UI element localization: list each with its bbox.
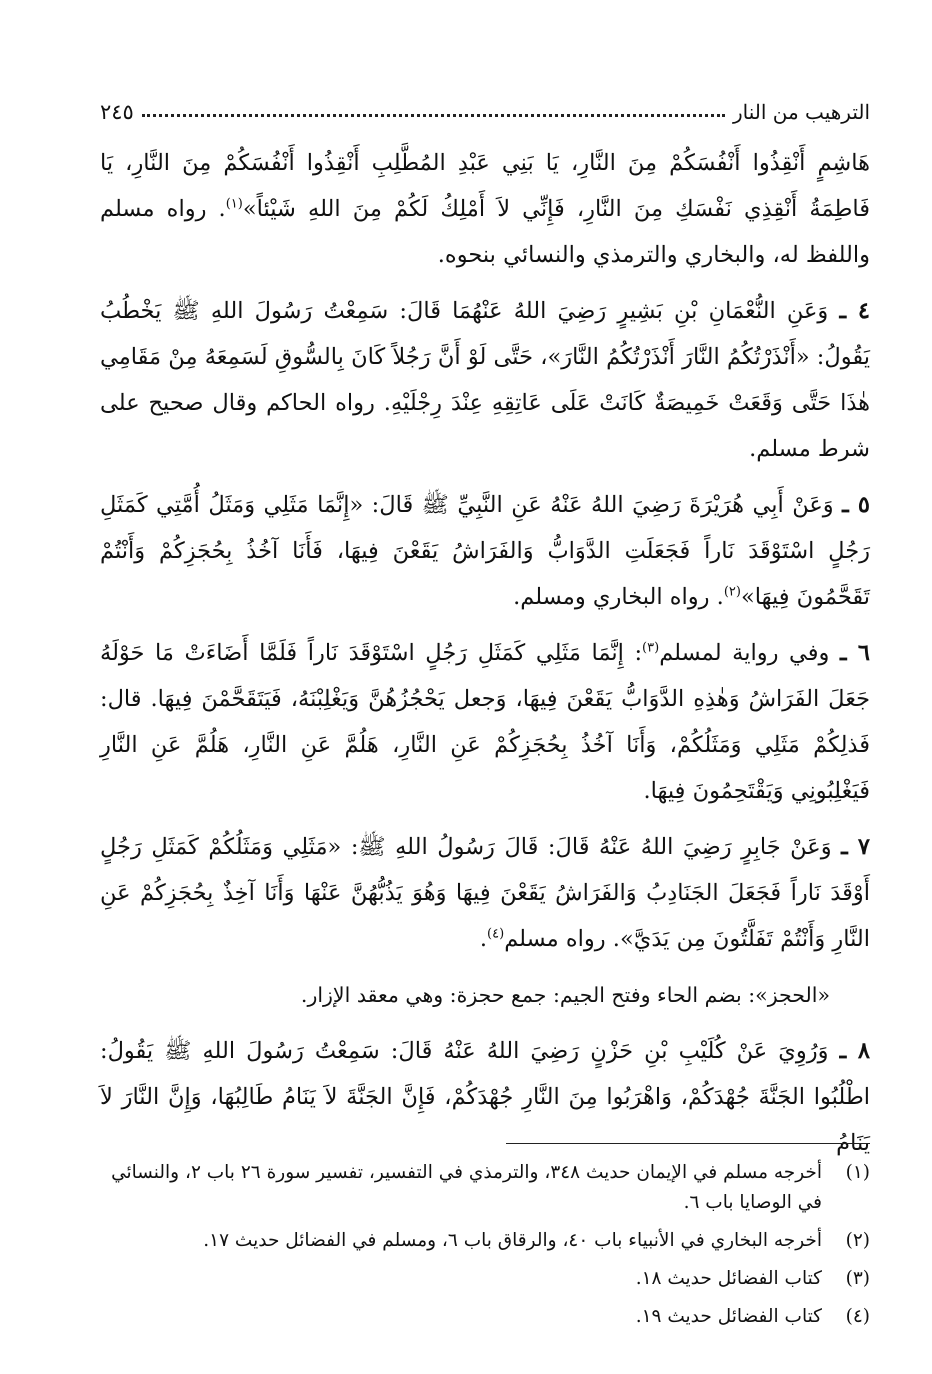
page-number: ٢٤٥ xyxy=(100,100,134,124)
footnote-ref: (١) xyxy=(225,196,243,212)
paragraph-source: . رواه مسلم واللفظ له، والبخاري والترمذي والنسائي بنحوه. xyxy=(100,196,870,268)
definition-note: «الحجز»: بضم الحاء وفتح الجيم: جمع حجزة: وهي معقد الإزار. xyxy=(300,983,830,1007)
footnote-text: كتاب الفضائل حديث ١٨. xyxy=(635,1268,822,1289)
paragraph xyxy=(100,288,870,472)
footnote-separator xyxy=(506,1143,870,1144)
footnote-text: أخرجه البخاري في الأنبياء باب ٤٠، والرقاق باب ٦، ومسلم في الفضائل حديث ١٧. xyxy=(203,1230,822,1251)
paragraph-number: ٤ ـ xyxy=(839,298,870,324)
footnote-ref: (٢) xyxy=(723,584,741,600)
paragraph-continuation: : إِنَّمَا مَثَلِي كَمَثَلِ رَجُلٍ اسْتَوْقَدَ نَاراً فَلَمَّا أَضَاءَتْ مَا حَوْلَهُ جَعَلَ الفَرَاشُ وَهٰذِهِ الدَّوَابُّ يَقَعْنَ فِيهَا، وَجعل يَحْجُزُهُنَّ وَيَغْلِبْنَهُ، فَيَتَقَحَّمْنَ فِيهَا. قال: فَذلِكُمْ مَثَلِي وَمَثَلُكُمْ، وَأَنَا آخُذُ بِحُجَزِكُمْ عَنِ النَّارِ، هَلُمَّ عَنِ النَّارِ، هَلُمَّ عَنِ النَّارِ فَيَغْلِبُونِي وَيَقْتَحِمُونَ فِيهَا. xyxy=(100,640,870,804)
main-text xyxy=(100,140,870,1176)
paragraph-source: . xyxy=(479,926,488,952)
footnote xyxy=(100,1226,870,1256)
footnote xyxy=(100,1302,870,1332)
footnote-number: (٢) xyxy=(845,1230,870,1251)
chapter-title: الترهيب من النار xyxy=(732,100,870,124)
footnote-number: (٤) xyxy=(845,1306,870,1327)
paragraph-text: وفي رواية لمسلم xyxy=(659,640,830,666)
footnote-text: أخرجه مسلم في الإيمان حديث ٣٤٨، والترمذي في التفسير، تفسير سورة ٢٦ باب ٢، والنسائي في الوصايا باب ٦. xyxy=(111,1162,822,1213)
footnote xyxy=(100,1158,870,1218)
header-leader-dots xyxy=(142,114,725,117)
paragraph-text: هَاشِمٍ أَنْقِذُوا أَنْفُسَكُمْ مِنَ النَّارِ، يَا بَنِي عَبْدِ المُطَّلِبِ أَنْقِذُوا أَنْفُسَكُمْ مِنَ النَّارِ، يَا فَاطِمَةُ أَنْقِذِي نَفْسَكِ مِنَ النَّارِ، فَإِنِّي لاَ أَمْلِكُ لَكُمْ مِنَ اللهِ شَيْئاً» xyxy=(100,150,870,222)
paragraph-number: ٥ ـ xyxy=(842,492,870,518)
paragraph xyxy=(100,140,870,278)
paragraph-text: وَعَنْ جَابِرٍ رَضِيَ اللهُ عَنْهُ قَالَ: قَالَ رَسُولُ اللهِ ﷺ: «مَثَلِي وَمَثَلُكُمْ كَمَثَلِ رَجُلٍ أَوْقَدَ نَاراً فَجَعَلَ الجَنَادِبُ وَالفَرَاشُ يَقَعْنَ فِيهَا وَهُوَ يَذُبُّهُنَّ عَنْهَا وَأَنَا آخِذٌ بِحُجَزِكُمْ عَنِ النَّارِ وَأَنْتُمْ تَفَلَّتُونَ مِن يَدَيَّ». رواه مسلم xyxy=(100,834,870,952)
footnote-text: كتاب الفضائل حديث ١٩. xyxy=(635,1306,822,1327)
footnote xyxy=(100,1264,870,1294)
paragraph xyxy=(100,1028,870,1166)
footnote-ref: (٣) xyxy=(642,640,660,656)
footnote-ref: (٤) xyxy=(487,926,505,942)
paragraph-text: وَعَنِ النُّعْمَانِ بْنِ بَشِيرٍ رَضِيَ اللهُ عَنْهُمَا قَالَ: سَمِعْتُ رَسُولَ اللهِ ﷺ يَخْطُبُ يَقُولُ: «أَنْذَرْتُكُمُ النَّارَ أَنْذَرْتُكُمُ النَّارَ»، حَتَّى لَوْ أَنَّ رَجُلاً كَانَ بِالسُّوقِ لَسَمِعَهُ مِنْ مَقَامِي هٰذَا حَتَّى وَقَعَتْ خَمِيصَةٌ كَانَتْ عَلَى عَاتِقِهِ عِنْدَ رِجْلَيْهِ. رواه الحاكم وقال صحيح على شرط مسلم. xyxy=(100,298,870,462)
paragraph-text: وَعَنْ أَبِي هُرَيْرَةَ رَضِيَ اللهُ عَنْهُ عَنِ النَّبِيِّ ﷺ قَالَ: «إِنَّمَا مَثَلِي وَمَثَلُ أُمَّتِي كَمَثَلِ رَجُلٍ اسْتَوْقَدَ نَاراً فَجَعَلَتِ الدَّوَابُّ وَالفَرَاشُ يَقَعْنَ فِيهَا، فَأَنَا آخُذُ بِحُجَزِكُمْ وَأَنْتُمْ تَقَحَّمُونَ فِيهَا» xyxy=(100,492,870,610)
paragraph-number: ٦ ـ xyxy=(840,640,870,666)
running-header xyxy=(100,88,870,124)
paragraph xyxy=(100,482,870,620)
footnote-number: (٣) xyxy=(845,1268,870,1289)
paragraph xyxy=(100,824,870,962)
footnote-number: (١) xyxy=(845,1162,870,1183)
paragraph-source: . رواه البخاري ومسلم. xyxy=(513,584,724,610)
paragraph-text: وَرُوِيَ عَنْ كُلَيْبِ بْنِ حَزْنٍ رَضِيَ اللهُ عَنْهُ قَالَ: سَمِعْتُ رَسُولَ اللهِ ﷺ يَقُولُ: اطْلُبُوا الجَنَّةَ جُهْدَكُمْ، وَاهْرَبُوا مِنَ النَّارِ جُهْدَكُمْ، فَإِنَّ الجَنَّةَ لاَ يَنَامُ طَالِبُهَا، وَإِنَّ النَّارَ لاَ يَنَامُ xyxy=(100,1038,870,1156)
footnotes xyxy=(100,1158,870,1340)
paragraph-number: ٨ ـ xyxy=(839,1038,870,1064)
paragraph-number: ٧ ـ xyxy=(841,834,870,860)
paragraph xyxy=(100,630,870,814)
